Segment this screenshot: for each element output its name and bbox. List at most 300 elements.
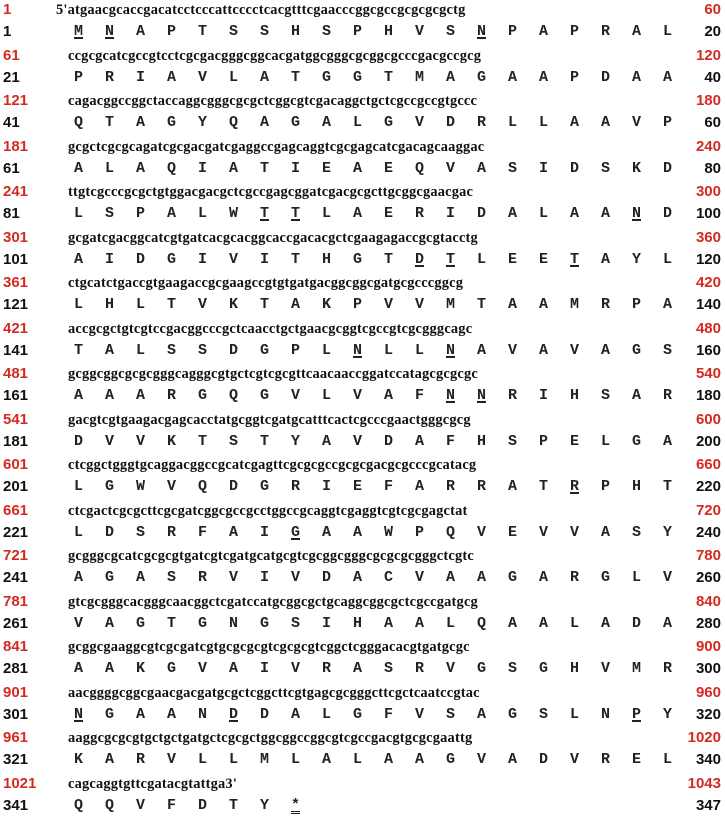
sequence-block [0, 683, 725, 729]
amino-acid-residue: A [414, 432, 424, 450]
amino-acid-residue: V [166, 751, 176, 768]
amino-acid-residue: K [228, 296, 238, 313]
amino-acid-residue: I [259, 569, 269, 586]
amino-acid-residue: A [476, 705, 486, 723]
amino-acid-residue: Q [414, 159, 424, 177]
amino-acid-residue: D [600, 68, 610, 86]
amino-acid-sequence [71, 705, 675, 725]
amino-acid-sequence [71, 204, 675, 224]
amino-acid-row [0, 295, 725, 315]
amino-acid-sequence [71, 796, 675, 816]
amino-acid-residue: T [197, 432, 207, 450]
nucleotide-end-number: 180 [695, 92, 721, 109]
amino-acid-residue: H [352, 614, 362, 632]
amino-acid-end-number: 300 [695, 660, 721, 677]
nucleotide-row [0, 273, 725, 293]
amino-acid-residue: R [569, 478, 579, 495]
amino-acid-row [0, 113, 725, 133]
amino-acid-residue: S [259, 23, 269, 40]
amino-acid-residue: A [507, 296, 517, 313]
amino-acid-row [0, 614, 725, 634]
amino-acid-residue: D [569, 159, 579, 177]
amino-acid-sequence [71, 341, 675, 361]
amino-acid-row [0, 750, 725, 770]
amino-acid-residue: T [290, 205, 300, 222]
amino-acid-residue: L [352, 114, 362, 131]
amino-acid-residue: I [135, 68, 145, 86]
amino-acid-residue: G [290, 523, 300, 541]
amino-acid-residue: A [538, 23, 548, 40]
amino-acid-residue: K [166, 432, 176, 450]
amino-acid-row [0, 386, 725, 406]
amino-acid-residue: I [538, 159, 548, 177]
amino-acid-residue: G [476, 660, 486, 677]
nucleotide-row [0, 46, 725, 66]
amino-acid-residue: P [631, 296, 641, 313]
nucleotide-start-number: 901 [3, 683, 29, 701]
amino-acid-residue: G [445, 751, 455, 768]
amino-acid-residue: V [228, 250, 238, 268]
amino-acid-residue: N [445, 341, 455, 359]
nucleotide-start-number: 301 [3, 228, 29, 246]
amino-acid-row [0, 204, 725, 224]
amino-acid-residue: G [259, 478, 269, 495]
amino-acid-residue: V [73, 614, 83, 632]
nucleotide-row [0, 637, 725, 657]
amino-acid-residue: A [538, 569, 548, 586]
amino-acid-row [0, 705, 725, 725]
amino-acid-row [0, 568, 725, 588]
amino-acid-residue: L [321, 387, 331, 404]
amino-acid-residue: R [197, 569, 207, 586]
sequence-block [0, 137, 725, 183]
amino-acid-residue: T [166, 296, 176, 313]
amino-acid-row [0, 341, 725, 361]
nucleotide-row [0, 592, 725, 612]
nucleotide-row [0, 728, 725, 748]
amino-acid-residue: A [662, 614, 672, 632]
amino-acid-residue: R [166, 387, 176, 404]
amino-acid-residue: L [135, 341, 145, 359]
amino-acid-residue: A [631, 68, 641, 86]
amino-acid-residue: P [538, 432, 548, 450]
amino-acid-residue: A [290, 296, 300, 313]
amino-acid-residue: G [135, 614, 145, 632]
amino-acid-residue: A [600, 341, 610, 359]
amino-acid-residue: A [507, 478, 517, 495]
amino-acid-residue: G [259, 387, 269, 404]
amino-acid-row [0, 432, 725, 452]
amino-acid-residue: H [383, 23, 393, 40]
nucleotide-sequence: gcggcgaaggcgtcgcgatcgtgcgcgcgtcgcgcgtcggctcgggacacgtgatgcgc [68, 639, 470, 655]
sequence-block [0, 546, 725, 592]
amino-acid-residue: P [135, 205, 145, 222]
amino-acid-residue: I [197, 250, 207, 268]
amino-acid-residue: R [104, 68, 114, 86]
nucleotide-end-number: 240 [695, 137, 721, 155]
amino-acid-residue: A [228, 159, 238, 177]
amino-acid-residue: A [600, 205, 610, 222]
amino-acid-residue: A [507, 205, 517, 222]
amino-acid-residue: A [445, 569, 455, 586]
amino-acid-sequence [71, 250, 675, 270]
amino-acid-residue: A [73, 159, 83, 177]
amino-acid-residue: A [135, 23, 145, 40]
nucleotide-row [0, 683, 725, 703]
amino-acid-residue: V [476, 523, 486, 541]
amino-acid-residue: N [197, 705, 207, 723]
amino-acid-residue: F [197, 523, 207, 541]
amino-acid-residue: S [166, 341, 176, 359]
amino-acid-sequence [71, 614, 675, 634]
amino-acid-residue: M [445, 296, 455, 313]
nucleotide-row [0, 137, 725, 157]
amino-acid-residue: R [600, 296, 610, 313]
amino-acid-residue: T [383, 68, 393, 86]
amino-acid-residue: G [631, 432, 641, 450]
nucleotide-sequence: gacgtcgtgaagacgagcacctatgcggtcgatgcatttcactcgcccgaactgggcgcg [68, 411, 471, 428]
amino-acid-residue: A [662, 68, 672, 86]
amino-acid-residue: G [321, 68, 331, 86]
amino-acid-residue: G [352, 250, 362, 268]
amino-acid-residue: S [600, 159, 610, 177]
amino-acid-residue: E [538, 250, 548, 268]
amino-acid-residue: G [197, 387, 207, 404]
amino-acid-residue: A [73, 250, 83, 268]
amino-acid-residue: G [259, 614, 269, 632]
amino-acid-residue: N [104, 23, 114, 40]
nucleotide-sequence: gcgggcgcatcgcgcgtgatcgtcgatgcatgcgtcgcggcgggcgcgcgcgggctcgtc [68, 548, 474, 564]
amino-acid-residue: V [290, 387, 300, 404]
amino-acid-residue: V [569, 523, 579, 541]
amino-acid-residue: T [538, 478, 548, 495]
amino-acid-residue: A [538, 296, 548, 313]
amino-acid-residue: L [600, 432, 610, 450]
amino-acid-residue: M [259, 751, 269, 768]
amino-acid-residue: S [507, 660, 517, 677]
amino-acid-residue: S [662, 341, 672, 359]
amino-acid-start-number: 201 [3, 478, 29, 495]
amino-acid-residue: G [538, 660, 548, 677]
amino-acid-start-number: 41 [3, 114, 20, 131]
amino-acid-sequence [71, 477, 675, 497]
amino-acid-residue: V [414, 114, 424, 131]
amino-acid-sequence [71, 523, 675, 543]
amino-acid-residue: H [290, 23, 300, 40]
amino-acid-residue: V [383, 296, 393, 313]
nucleotide-start-number: 481 [3, 365, 29, 382]
amino-acid-residue: T [445, 250, 455, 268]
amino-acid-residue: L [73, 523, 83, 541]
amino-acid-residue: Q [476, 614, 486, 632]
nucleotide-start-number: 361 [3, 274, 29, 291]
amino-acid-residue: L [73, 478, 83, 495]
amino-acid-residue: R [290, 478, 300, 495]
amino-acid-residue: I [259, 523, 269, 541]
amino-acid-residue: N [631, 205, 641, 222]
amino-acid-end-number: 60 [704, 114, 721, 131]
amino-acid-residue: T [290, 68, 300, 86]
amino-acid-residue: G [352, 68, 362, 86]
nucleotide-row [0, 774, 725, 794]
amino-acid-residue: V [290, 569, 300, 586]
amino-acid-residue: Y [290, 432, 300, 450]
amino-acid-residue: A [600, 614, 610, 632]
amino-acid-residue: I [104, 250, 114, 268]
amino-acid-residue: S [228, 432, 238, 450]
amino-acid-residue: A [414, 614, 424, 632]
sequence-block [0, 319, 725, 365]
amino-acid-residue: V [135, 432, 145, 450]
amino-acid-end-number: 160 [695, 341, 721, 359]
nucleotide-sequence: gcgctcgcgcagatcgcgacgatcgaggccgagcaggtcgcgagcatcgacagcaaggac [68, 138, 485, 155]
amino-acid-residue: T [197, 23, 207, 40]
amino-acid-residue: Q [166, 159, 176, 177]
amino-acid-residue: V [228, 569, 238, 586]
amino-acid-residue: R [507, 387, 517, 404]
nucleotide-sequence: cagacggccggctaccaggcgggcgcgctcggcgtcgacaggctgctcgccgccgtgccc [68, 93, 478, 109]
amino-acid-residue: P [352, 296, 362, 313]
amino-acid-residue: F [383, 705, 393, 723]
amino-acid-residue: Y [662, 705, 672, 723]
amino-acid-residue: A [352, 569, 362, 586]
amino-acid-residue: A [135, 387, 145, 404]
amino-acid-residue: G [197, 614, 207, 632]
amino-acid-residue: A [228, 523, 238, 541]
amino-acid-residue: V [352, 432, 362, 450]
amino-acid-end-number: 260 [695, 569, 721, 586]
amino-acid-residue: E [631, 751, 641, 768]
nucleotide-end-number: 60 [704, 1, 721, 18]
amino-acid-residue: A [321, 432, 331, 450]
nucleotide-start-number: 181 [3, 137, 29, 155]
amino-acid-residue: A [476, 341, 486, 359]
amino-acid-residue: C [383, 569, 393, 586]
amino-acid-residue: A [507, 614, 517, 632]
amino-acid-residue: S [321, 23, 331, 40]
amino-acid-residue: A [73, 387, 83, 404]
amino-acid-residue: L [73, 205, 83, 222]
amino-acid-end-number: 347 [695, 796, 721, 814]
amino-acid-residue: G [166, 250, 176, 268]
amino-acid-residue: D [321, 569, 331, 586]
amino-acid-residue: A [73, 660, 83, 677]
amino-acid-residue: H [569, 387, 579, 404]
amino-acid-residue: K [135, 660, 145, 677]
amino-acid-residue: L [662, 23, 672, 40]
sequence-block [0, 774, 725, 820]
amino-acid-residue: L [507, 114, 517, 131]
amino-acid-residue: S [631, 523, 641, 541]
amino-acid-end-number: 80 [704, 159, 721, 177]
amino-acid-residue: K [631, 159, 641, 177]
amino-acid-start-number: 141 [3, 341, 29, 359]
amino-acid-residue: T [259, 205, 269, 222]
amino-acid-residue: V [445, 159, 455, 177]
amino-acid-residue: D [259, 705, 269, 723]
nucleotide-end-number: 600 [695, 410, 721, 428]
amino-acid-residue: G [507, 569, 517, 586]
amino-acid-residue: A [352, 159, 362, 177]
amino-acid-residue: P [507, 23, 517, 40]
amino-acid-start-number: 281 [3, 660, 29, 677]
amino-acid-residue: G [383, 114, 393, 131]
amino-acid-residue: T [73, 341, 83, 359]
amino-acid-residue: A [104, 387, 114, 404]
amino-acid-sequence [71, 568, 675, 588]
amino-acid-end-number: 100 [695, 205, 721, 222]
amino-acid-sequence [71, 750, 675, 770]
amino-acid-residue: N [228, 614, 238, 632]
amino-acid-residue: S [507, 432, 517, 450]
amino-acid-residue: A [383, 387, 393, 404]
nucleotide-start-number: 781 [3, 592, 29, 610]
amino-acid-residue: L [73, 296, 83, 313]
amino-acid-residue: V [414, 569, 424, 586]
amino-acid-residue: Q [73, 796, 83, 814]
amino-acid-residue: I [445, 205, 455, 222]
amino-acid-residue: I [259, 250, 269, 268]
amino-acid-end-number: 340 [695, 751, 721, 768]
nucleotide-end-number: 660 [695, 456, 721, 473]
amino-acid-residue: A [135, 569, 145, 586]
sequence-block [0, 228, 725, 274]
sequence-block [0, 410, 725, 456]
amino-acid-residue: L [135, 296, 145, 313]
amino-acid-residue: V [631, 114, 641, 131]
amino-acid-residue: G [631, 341, 641, 359]
amino-acid-residue: A [569, 205, 579, 222]
amino-acid-residue: A [383, 614, 393, 632]
amino-acid-residue: A [166, 705, 176, 723]
amino-acid-residue: R [135, 751, 145, 768]
nucleotide-row [0, 91, 725, 111]
amino-acid-residue: N [600, 705, 610, 723]
amino-acid-residue: S [445, 705, 455, 723]
nucleotide-end-number: 720 [695, 501, 721, 519]
amino-acid-residue: W [228, 205, 238, 222]
amino-acid-residue: A [321, 523, 331, 541]
sequence-block [0, 0, 725, 46]
amino-acid-residue: S [507, 159, 517, 177]
amino-acid-residue: H [321, 250, 331, 268]
amino-acid-residue: D [228, 478, 238, 495]
amino-acid-row [0, 22, 725, 42]
nucleotide-start-number: 661 [3, 501, 29, 519]
amino-acid-residue: V [414, 23, 424, 40]
sequence-block [0, 455, 725, 501]
amino-acid-residue: D [104, 523, 114, 541]
nucleotide-sequence: ttgtcgcccgcgctgtggacgacgctcgccgagcggatcgacgcgcttgcggcgaacgac [68, 184, 474, 200]
amino-acid-residue: V [600, 660, 610, 677]
amino-acid-residue: P [600, 478, 610, 495]
nucleotide-row [0, 0, 725, 20]
amino-acid-residue: H [631, 478, 641, 495]
amino-acid-residue: G [104, 705, 114, 723]
amino-acid-residue: V [414, 296, 424, 313]
nucleotide-row [0, 410, 725, 430]
amino-acid-start-number: 101 [3, 250, 29, 268]
amino-acid-residue: F [166, 796, 176, 814]
amino-acid-residue: L [290, 751, 300, 768]
amino-acid-start-number: 241 [3, 569, 29, 586]
amino-acid-residue: N [476, 23, 486, 40]
amino-acid-sequence [71, 113, 675, 133]
nucleotide-sequence: ctcggctgggtgcaggacggccgcatcgagttcgcgcgccgcgcgacgcgcccgcatacg [68, 457, 477, 473]
nucleotide-start-number: 421 [3, 319, 29, 337]
amino-acid-residue: D [662, 159, 672, 177]
sequence-block [0, 91, 725, 137]
amino-acid-residue: A [600, 250, 610, 268]
nucleotide-end-number: 420 [695, 274, 721, 291]
amino-acid-residue: V [197, 296, 207, 313]
amino-acid-start-number: 1 [3, 23, 12, 40]
amino-acid-residue: G [476, 68, 486, 86]
amino-acid-residue: P [352, 23, 362, 40]
amino-acid-residue: A [414, 751, 424, 768]
amino-acid-residue: V [352, 387, 362, 404]
nucleotide-start-number: 841 [3, 638, 29, 655]
amino-acid-residue: M [414, 68, 424, 86]
amino-acid-residue: A [104, 614, 114, 632]
nucleotide-start-number: 601 [3, 456, 29, 473]
amino-acid-residue: A [104, 341, 114, 359]
amino-acid-residue: K [321, 296, 331, 313]
amino-acid-residue: E [321, 159, 331, 177]
amino-acid-residue: L [228, 751, 238, 768]
amino-acid-residue: L [445, 614, 455, 632]
amino-acid-residue: S [538, 705, 548, 723]
amino-acid-residue: L [476, 250, 486, 268]
amino-acid-residue: D [383, 432, 393, 450]
amino-acid-residue: V [414, 705, 424, 723]
amino-acid-residue: R [414, 660, 424, 677]
amino-acid-residue: D [228, 705, 238, 723]
nucleotide-row [0, 182, 725, 202]
amino-acid-residue: A [538, 68, 548, 86]
amino-acid-residue: T [662, 478, 672, 495]
amino-acid-residue: E [352, 478, 362, 495]
amino-acid-residue: A [104, 751, 114, 768]
amino-acid-residue: E [569, 432, 579, 450]
sequence-block [0, 364, 725, 410]
nucleotide-start-number: 121 [3, 92, 29, 109]
amino-acid-residue: T [166, 614, 176, 632]
sequence-block [0, 182, 725, 228]
amino-acid-residue: A [352, 660, 362, 677]
amino-acid-row [0, 659, 725, 679]
nucleotide-sequence: cagcaggtgttcgatacgtattga3' [68, 775, 238, 792]
amino-acid-residue: A [166, 68, 176, 86]
amino-acid-residue: D [414, 250, 424, 268]
amino-acid-residue: D [73, 432, 83, 450]
amino-acid-sequence [71, 432, 675, 452]
amino-acid-row [0, 523, 725, 543]
amino-acid-residue: V [445, 660, 455, 677]
nucleotide-start-number: 721 [3, 547, 29, 564]
amino-acid-sequence [71, 659, 675, 679]
nucleotide-end-number: 360 [695, 228, 721, 246]
amino-acid-residue: V [166, 478, 176, 495]
amino-acid-residue: R [476, 478, 486, 495]
nucleotide-end-number: 840 [695, 592, 721, 610]
nucleotide-start-number: 541 [3, 410, 29, 428]
nucleotide-end-number: 1043 [687, 774, 721, 792]
amino-acid-sequence [71, 386, 675, 406]
amino-acid-residue: F [383, 478, 393, 495]
amino-acid-residue: D [631, 614, 641, 632]
amino-acid-residue: S [104, 205, 114, 222]
